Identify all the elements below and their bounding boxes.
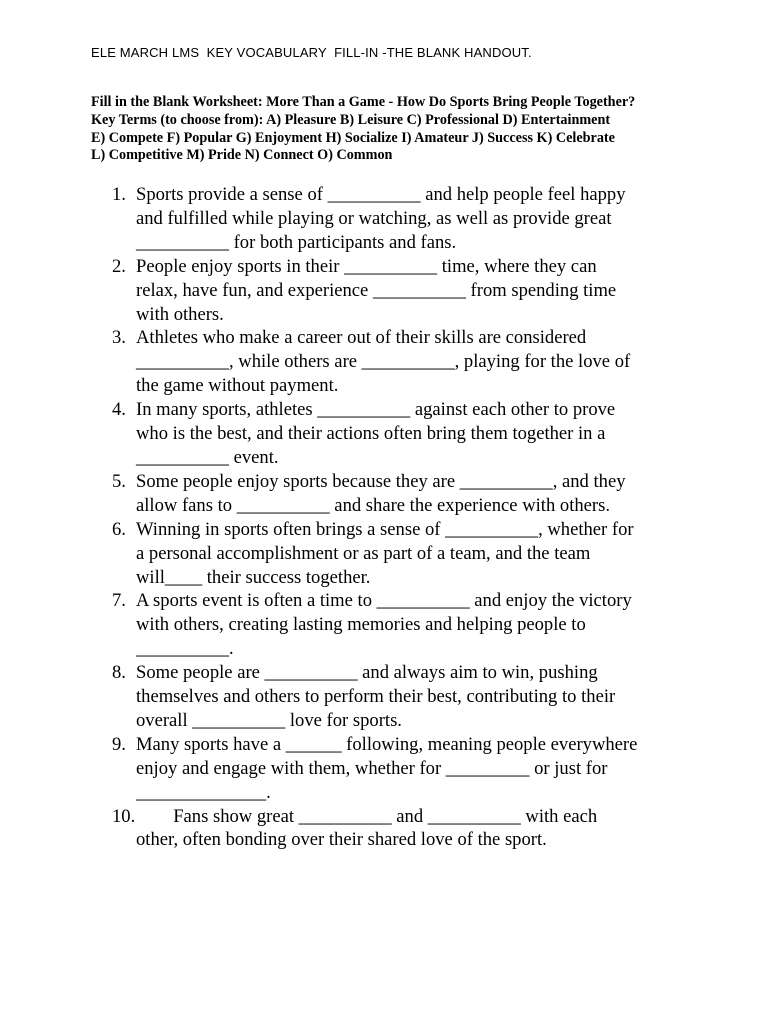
question-item	[0, 733, 768, 805]
worksheet-heading: Fill in the Blank Worksheet: More Than a Game - How Do Sports Bring People Together?	[91, 94, 636, 110]
question-text-line: A sports event is often a time to __________ and enjoy the victory	[136, 590, 632, 612]
question-text-line: __________ event.	[136, 446, 279, 468]
question-number: 5.	[112, 470, 126, 492]
question-number: 2.	[112, 255, 126, 277]
question-text-line: the game without payment.	[136, 375, 339, 397]
question-text-line: Some people are __________ and always aim to win, pushing	[136, 662, 598, 684]
question-text-line: Sports provide a sense of __________ and help people feel happy	[136, 184, 626, 205]
question-text-line: Some people enjoy sports because they are __________, and they	[136, 470, 626, 492]
question-text-line: In many sports, athletes __________ against each other to prove	[136, 399, 616, 421]
question-text-line: enjoy and engage with them, whether for _________ or just for	[136, 757, 608, 779]
worksheet-intro	[91, 94, 731, 165]
question-text-line: overall __________ love for sports.	[136, 709, 402, 731]
question-number: 1.	[112, 184, 126, 205]
question-number: 4.	[112, 399, 126, 421]
key-terms-line: Key Terms (to choose from): A) Pleasure B) Leisure C) Professional D) Entertainment	[91, 111, 611, 128]
question-number: 9.	[112, 733, 126, 755]
question-text-line: other, often bonding over their shared love of the sport.	[136, 829, 547, 851]
question-text-line: ______________.	[136, 781, 271, 803]
question-item	[0, 255, 768, 327]
key-terms-line: E) Compete F) Popular G) Enjoyment H) Socialize I) Amateur J) Success K) Celebrate	[91, 129, 615, 146]
question-text-line: __________.	[136, 638, 234, 660]
question-text-line: People enjoy sports in their __________ time, where they can	[136, 255, 597, 277]
question-number: 8.	[112, 662, 126, 684]
question-item	[0, 589, 768, 661]
question-list	[0, 183, 768, 852]
question-item	[0, 326, 768, 398]
question-number: 3.	[112, 327, 126, 349]
handout-title: ELE MARCH LMS KEY VOCABULARY FILL-IN -THE BLANK HANDOUT.	[91, 45, 532, 60]
question-number: 6.	[112, 518, 126, 540]
question-item	[0, 805, 768, 853]
question-text-line: Winning in sports often brings a sense of __________, whether for	[136, 518, 634, 540]
question-item	[0, 183, 768, 255]
question-text-line: __________ for both participants and fans.	[136, 231, 457, 253]
question-text-line: relax, have fun, and experience __________ from spending time	[136, 279, 617, 301]
question-text-line: Fans show great __________ and __________ with each	[136, 805, 598, 827]
question-text-line: will____ their success together.	[136, 566, 371, 588]
question-text-line: with others.	[136, 303, 224, 325]
question-text-line: __________, while others are __________, playing for the love of	[136, 351, 631, 373]
question-text-line: and fulfilled while playing or watching, as well as provide great	[136, 207, 612, 229]
question-number: 10.	[112, 805, 136, 827]
question-text-line: themselves and others to perform their best, contributing to their	[136, 686, 616, 708]
question-text-line: a personal accomplishment or as part of a team, and the team	[136, 542, 591, 564]
question-number: 7.	[112, 590, 126, 612]
question-item	[0, 518, 768, 590]
question-item	[0, 661, 768, 733]
question-text-line: Many sports have a ______ following, meaning people everywhere	[136, 733, 638, 755]
question-item	[0, 470, 768, 518]
question-text-line: Athletes who make a career out of their skills are considered	[136, 327, 587, 349]
question-item	[0, 398, 768, 470]
question-text-line: allow fans to __________ and share the experience with others.	[136, 494, 611, 516]
question-text-line: with others, creating lasting memories and helping people to	[136, 614, 586, 636]
question-text-line: who is the best, and their actions often bring them together in a	[136, 423, 606, 445]
key-terms-line: L) Competitive M) Pride N) Connect O) Common	[91, 147, 393, 164]
